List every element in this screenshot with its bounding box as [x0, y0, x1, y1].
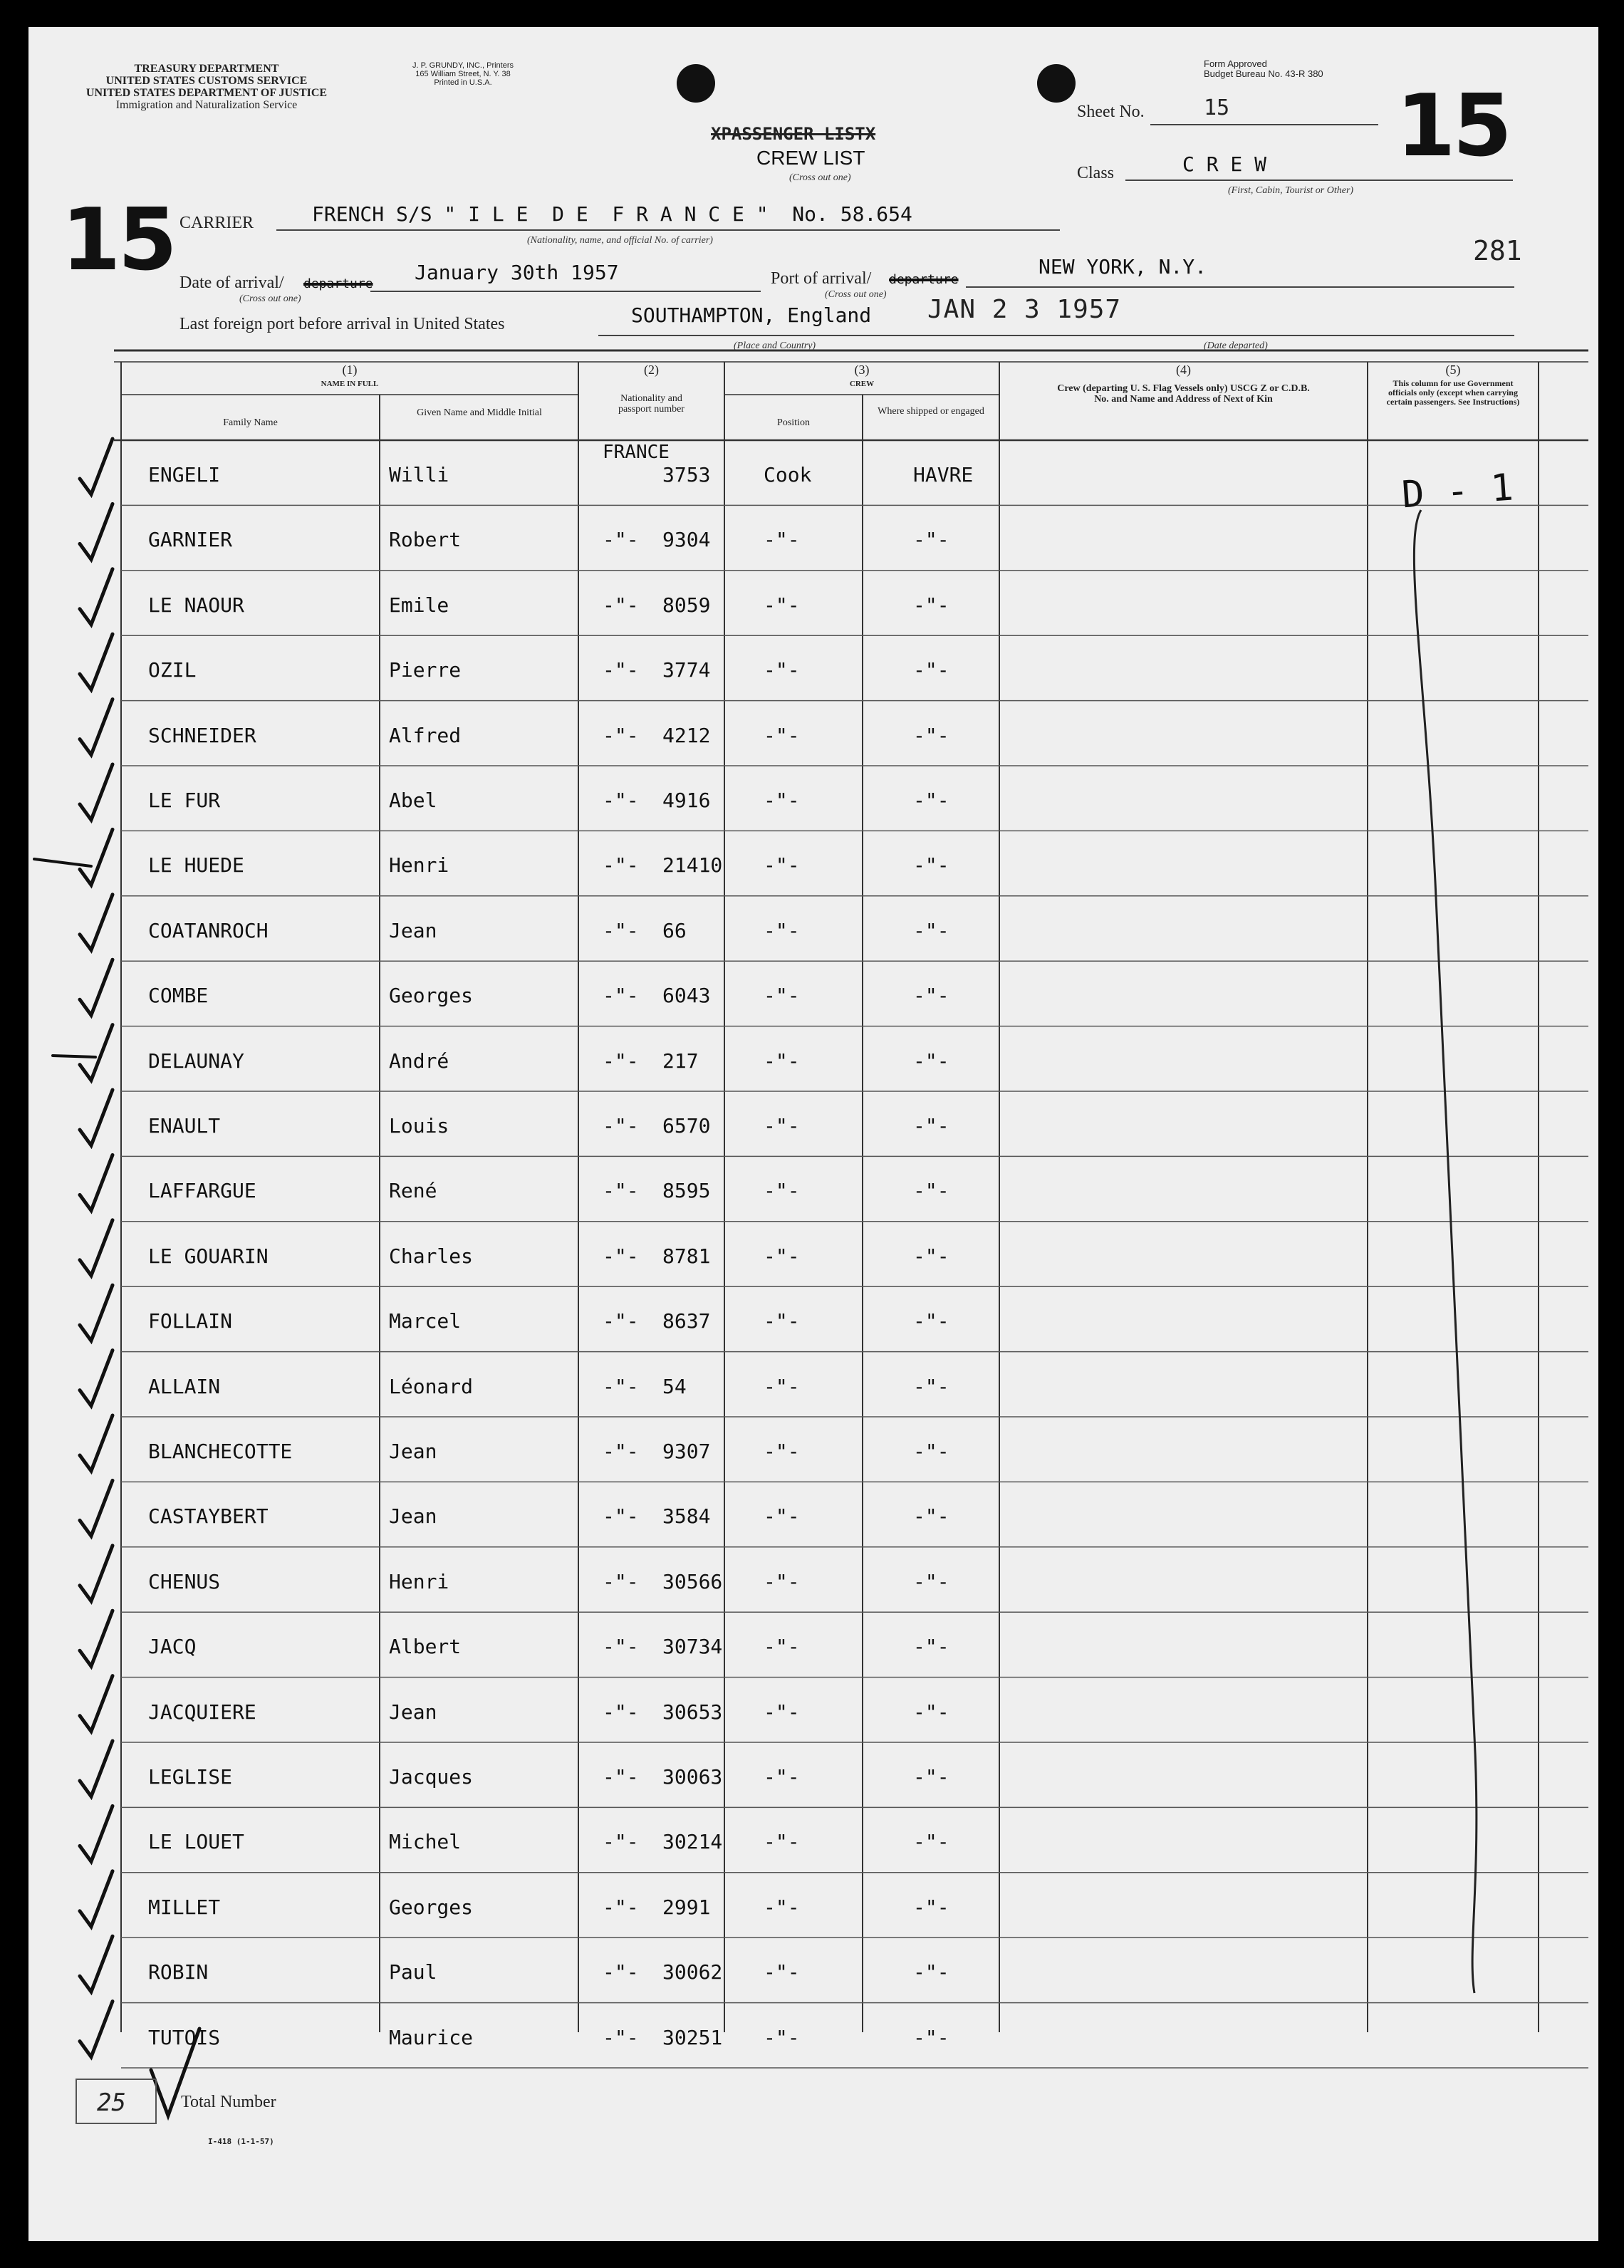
given-name-cell: Jean [389, 1440, 437, 1463]
where-shipped-cell: -"- [913, 1244, 949, 1268]
form-line: Budget Bureau No. 43-R 380 [1204, 68, 1323, 79]
carrier-label: CARRIER [179, 214, 254, 232]
position-cell: -"- [764, 658, 800, 682]
check-mark [80, 1546, 113, 1601]
given-name-cell: Jacques [389, 1765, 474, 1789]
col1-title: NAME IN FULL [321, 380, 379, 388]
position-cell: -"- [764, 1635, 800, 1659]
nationality-cell: -"- [603, 658, 639, 682]
passport-number-cell: 2991 [662, 1895, 711, 1919]
where-shipped-cell: -"- [913, 1895, 949, 1919]
passport-number-cell: 30653 [662, 1700, 723, 1724]
where-shipped-cell: -"- [913, 789, 949, 812]
passport-number-cell: 54 [662, 1374, 687, 1398]
given-name-cell: Jean [389, 1504, 437, 1529]
where-shipped-cell: -"- [913, 918, 949, 942]
passport-number-cell: 8059 [662, 593, 711, 617]
position-cell: -"- [764, 2025, 800, 2049]
position-cell: -"- [764, 984, 800, 1008]
check-mark [80, 1871, 113, 1927]
family-name-cell: LE LOUET [148, 1830, 244, 1854]
last-port-label: Last foreign port before arrival in United States [179, 315, 505, 333]
check-mark [80, 1155, 113, 1210]
port-struck: departure [889, 272, 959, 287]
family-name-cell: OZIL [148, 658, 197, 682]
position-cell: -"- [764, 918, 800, 942]
title-caption: (Cross out one) [789, 172, 851, 183]
position-cell: -"- [764, 1895, 800, 1919]
check-mark [80, 1220, 113, 1276]
family-name-cell: MILLET [148, 1895, 221, 1919]
col1-number: (1) [342, 363, 358, 377]
nationality-cell: -"- [603, 2025, 639, 2049]
given-name-cell: René [389, 1179, 437, 1203]
where-shipped-cell: -"- [913, 1504, 949, 1529]
nationality-cell: -"- [603, 1179, 639, 1203]
form-line: Form Approved [1204, 58, 1267, 69]
class-caption: (First, Cabin, Tourist or Other) [1228, 185, 1354, 196]
passport-number-cell: 3774 [662, 658, 711, 682]
arrival-struck: departure [303, 276, 373, 291]
printer-line: J. P. GRUNDY, INC., Printers [412, 61, 514, 70]
given-name-cell: Paul [389, 1960, 437, 1984]
position-cell: -"- [764, 723, 800, 747]
col-where-shipped: Where shipped or engaged [878, 406, 984, 417]
sheet-no-value: 15 [1204, 95, 1230, 120]
carrier-value: FRENCH S/S " I L E D E F R A N C E " No. 58.654 [312, 202, 912, 226]
big-sheet-number-left: 15 [61, 191, 175, 290]
passport-number-cell: 4212 [662, 723, 711, 747]
given-name-cell: Léonard [389, 1374, 474, 1398]
col3-title: CREW [849, 380, 875, 388]
passport-number-cell: 217 [662, 1049, 699, 1073]
nationality-cell: -"- [603, 593, 639, 617]
check-mark [80, 1285, 113, 1341]
given-name-cell: Robert [389, 528, 462, 552]
family-name-cell: GARNIER [148, 528, 233, 552]
check-mark [80, 569, 113, 625]
margin-mark [53, 1056, 95, 1057]
check-mark [80, 1351, 113, 1406]
family-name-cell: LEGLISE [148, 1765, 233, 1789]
port-caption: (Cross out one) [825, 289, 887, 300]
passport-number-cell: 8781 [662, 1244, 711, 1268]
position-cell: -"- [764, 1374, 800, 1398]
family-name-cell: LE FUR [148, 789, 221, 812]
passport-number-cell: 3753 [662, 463, 711, 487]
passport-number-cell: 8637 [662, 1309, 711, 1333]
where-shipped-cell: -"- [913, 1700, 949, 1724]
family-name-cell: ENGELI [148, 463, 221, 487]
position-cell: -"- [764, 1309, 800, 1333]
position-cell: Cook [764, 463, 812, 487]
given-name-cell: Marcel [389, 1309, 462, 1333]
passport-number-cell: 30566 [662, 1569, 723, 1593]
check-mark [80, 895, 113, 950]
nationality-cell: -"- [603, 1374, 639, 1398]
given-name-cell: Georges [389, 984, 474, 1008]
given-name-cell: Michel [389, 1830, 462, 1854]
col5-number: (5) [1445, 363, 1461, 377]
nationality-cell: -"- [603, 1635, 639, 1659]
class-label: Class [1077, 164, 1115, 182]
dept-line: Immigration and Naturalization Service [115, 99, 298, 111]
family-name-cell: JACQUIERE [148, 1700, 256, 1724]
big-sheet-number-right: 15 [1396, 77, 1509, 176]
where-shipped-cell: -"- [913, 1830, 949, 1854]
dept-line: UNITED STATES CUSTOMS SERVICE [105, 75, 308, 87]
col4-title: Crew (departing U. S. Flag Vessels only) USCG Z or C.D.B. No. and Name and Address of Next of Kin [1057, 383, 1310, 405]
printer-line: Printed in U.S.A. [434, 78, 492, 87]
passport-number-cell: 30214 [662, 1830, 723, 1854]
col2-title: Nationality and passport number [618, 393, 685, 415]
check-mark [80, 1025, 113, 1081]
nationality-cell: -"- [603, 1960, 639, 1984]
family-name-cell: JACQ [148, 1635, 197, 1659]
nationality-cell: -"- [603, 1049, 639, 1073]
arrival-label: Date of arrival/ [179, 274, 284, 292]
nationality-cell: -"- [603, 1830, 639, 1854]
family-name-cell: DELAUNAY [148, 1049, 244, 1073]
official-annotation-line [1414, 510, 1476, 1993]
passport-number-cell: 9307 [662, 1440, 711, 1463]
date-departed-stamp: JAN 2 3 1957 [927, 295, 1122, 324]
family-name-cell: ROBIN [148, 1960, 209, 1984]
position-cell: -"- [764, 1765, 800, 1789]
given-name-cell: Pierre [389, 658, 462, 682]
check-mark [80, 1480, 113, 1536]
family-name-cell: LAFFARGUE [148, 1179, 256, 1203]
nationality-cell: -"- [603, 723, 639, 747]
where-shipped-cell: -"- [913, 658, 949, 682]
where-shipped-cell: -"- [913, 1114, 949, 1138]
form-code: I-418 (1-1-57) [208, 2137, 274, 2146]
col2-number: (2) [644, 363, 659, 377]
port-label: Port of arrival/ [771, 269, 872, 288]
nationality-cell: -"- [603, 1244, 639, 1268]
given-name-cell: Albert [389, 1635, 462, 1659]
check-mark [80, 1676, 113, 1732]
given-name-cell: Emile [389, 593, 449, 617]
col3-number: (3) [854, 363, 870, 377]
position-cell: -"- [764, 1440, 800, 1463]
family-name-cell: FOLLAIN [148, 1309, 233, 1333]
check-mark [80, 829, 113, 885]
dept-line: UNITED STATES DEPARTMENT OF JUSTICE [85, 87, 328, 99]
sheet-no-label: Sheet No. [1077, 103, 1145, 121]
check-mark [80, 1936, 113, 1992]
col-given-name: Given Name and Middle Initial [417, 407, 542, 418]
check-mark [80, 1090, 113, 1145]
passport-number-cell: 4916 [662, 789, 711, 812]
nationality-cell: -"- [603, 1765, 639, 1789]
family-name-cell: CHENUS [148, 1569, 221, 1593]
check-mark [80, 504, 113, 559]
nationality-cell: -"- [603, 984, 639, 1008]
margin-mark [34, 859, 91, 866]
nationality-cell: -"- [603, 1440, 639, 1463]
position-cell: -"- [764, 1504, 800, 1529]
position-cell: -"- [764, 1244, 800, 1268]
check-mark [80, 2002, 113, 2057]
family-name-cell: LE HUEDE [148, 853, 244, 878]
struck-title: XPASSENGER LISTX [711, 124, 876, 144]
position-cell: -"- [764, 1700, 800, 1724]
where-shipped-cell: -"- [913, 984, 949, 1008]
col4-number: (4) [1176, 363, 1191, 377]
check-mark [80, 699, 113, 755]
family-name-cell: ENAULT [148, 1114, 221, 1138]
nationality-cell: -"- [603, 1504, 639, 1529]
dept-line: TREASURY DEPARTMENT [134, 63, 279, 75]
position-cell: -"- [764, 1569, 800, 1593]
where-shipped-cell: -"- [913, 1960, 949, 1984]
nationality-cell: -"- [603, 1309, 639, 1333]
family-name-cell: COMBE [148, 984, 209, 1008]
given-name-cell: Henri [389, 1569, 449, 1593]
printer-line: 165 William Street, N. Y. 38 [415, 70, 511, 78]
where-shipped-cell: -"- [913, 593, 949, 617]
given-name-cell: Jean [389, 918, 437, 942]
given-name-cell: Charles [389, 1244, 474, 1268]
check-mark [80, 959, 113, 1015]
given-name-cell: Maurice [389, 2025, 474, 2049]
position-cell: -"- [764, 789, 800, 812]
nationality-cell: -"- [603, 1895, 639, 1919]
check-mark [80, 1415, 113, 1471]
date-caption: (Date departed) [1204, 340, 1268, 351]
passport-number-cell: 3584 [662, 1504, 711, 1529]
position-cell: -"- [764, 1049, 800, 1073]
col-family-name: Family Name [223, 417, 278, 428]
where-shipped-cell: -"- [913, 723, 949, 747]
where-shipped-cell: -"- [913, 1049, 949, 1073]
check-mark [80, 1611, 113, 1666]
position-cell: -"- [764, 593, 800, 617]
total-value: 25 [97, 2088, 126, 2117]
given-name-cell: Willi [389, 463, 449, 487]
check-mark [80, 1806, 113, 1861]
where-shipped-cell: HAVRE [913, 463, 974, 487]
check-mark [80, 1741, 113, 1796]
nationality-cell: -"- [603, 528, 639, 552]
place-caption: (Place and Country) [734, 340, 816, 351]
position-cell: -"- [764, 1114, 800, 1138]
nationality-cell: -"- [603, 1114, 639, 1138]
passport-number-cell: 6570 [662, 1114, 711, 1138]
given-name-cell: Henri [389, 853, 449, 878]
given-name-cell: Jean [389, 1700, 437, 1724]
passport-number-cell: 6043 [662, 984, 711, 1008]
where-shipped-cell: -"- [913, 1569, 949, 1593]
where-shipped-cell: -"- [913, 1309, 949, 1333]
form-title: CREW LIST [756, 147, 865, 169]
table-grid [28, 27, 1598, 2241]
last-port-value: SOUTHAMPTON, England [631, 303, 872, 327]
family-name-cell: LE NAOUR [148, 593, 244, 617]
passport-number-cell: 30251 [662, 2025, 723, 2049]
arrival-caption: (Cross out one) [239, 293, 301, 304]
port-value: NEW YORK, N.Y. [1039, 255, 1207, 279]
total-label: Total Number [181, 2093, 276, 2111]
given-name-cell: Alfred [389, 723, 462, 747]
given-name-cell: André [389, 1049, 449, 1073]
position-cell: -"- [764, 1960, 800, 1984]
passport-number-cell: 8595 [662, 1179, 711, 1203]
position-cell: -"- [764, 528, 800, 552]
where-shipped-cell: -"- [913, 2025, 949, 2049]
family-name-cell: COATANROCH [148, 918, 269, 942]
family-name-cell: SCHNEIDER [148, 723, 256, 747]
nationality-cell: -"- [603, 789, 639, 812]
position-cell: -"- [764, 1179, 800, 1203]
first-nationality: FRANCE [603, 442, 670, 463]
check-mark [80, 634, 113, 690]
passport-number-cell: 30063 [662, 1765, 723, 1789]
where-shipped-cell: -"- [913, 1179, 949, 1203]
nationality-cell: -"- [603, 853, 639, 878]
class-value: C R E W [1182, 152, 1267, 176]
where-shipped-cell: -"- [913, 528, 949, 552]
where-shipped-cell: -"- [913, 1374, 949, 1398]
nationality-cell: -"- [603, 1569, 639, 1593]
passport-number-cell: 30062 [662, 1960, 723, 1984]
passport-number-cell: 66 [662, 918, 687, 942]
where-shipped-cell: -"- [913, 1635, 949, 1659]
family-name-cell: ALLAIN [148, 1374, 221, 1398]
nationality-cell: -"- [603, 918, 639, 942]
check-mark [80, 439, 113, 494]
col5-title: This column for use Government officials only (except when carrying certain passengers. See Instructions) [1386, 378, 1520, 407]
passport-number-cell: 9304 [662, 528, 711, 552]
position-cell: -"- [764, 853, 800, 878]
given-name-cell: Abel [389, 789, 437, 812]
position-cell: -"- [764, 1830, 800, 1854]
check-mark [80, 764, 113, 820]
passport-number-cell: 21410 [662, 853, 723, 878]
family-name-cell: TUTOIS [148, 2025, 221, 2049]
given-name-cell: Georges [389, 1895, 474, 1919]
where-shipped-cell: -"- [913, 1765, 949, 1789]
family-name-cell: CASTAYBERT [148, 1504, 269, 1529]
nationality-cell: -"- [603, 1700, 639, 1724]
family-name-cell: BLANCHECOTTE [148, 1440, 293, 1463]
crew-list-form [28, 27, 1598, 2241]
col-position: Position [777, 417, 810, 428]
given-name-cell: Louis [389, 1114, 449, 1138]
official-annotation: D - 1 [1400, 466, 1515, 517]
where-shipped-cell: -"- [913, 1440, 949, 1463]
carrier-caption: (Nationality, name, and official No. of carrier) [527, 235, 713, 246]
family-name-cell: LE GOUARIN [148, 1244, 269, 1268]
arrival-value: January 30th 1957 [415, 261, 619, 284]
page-number: 281 [1473, 235, 1522, 266]
passport-number-cell: 30734 [662, 1635, 723, 1659]
where-shipped-cell: -"- [913, 853, 949, 878]
